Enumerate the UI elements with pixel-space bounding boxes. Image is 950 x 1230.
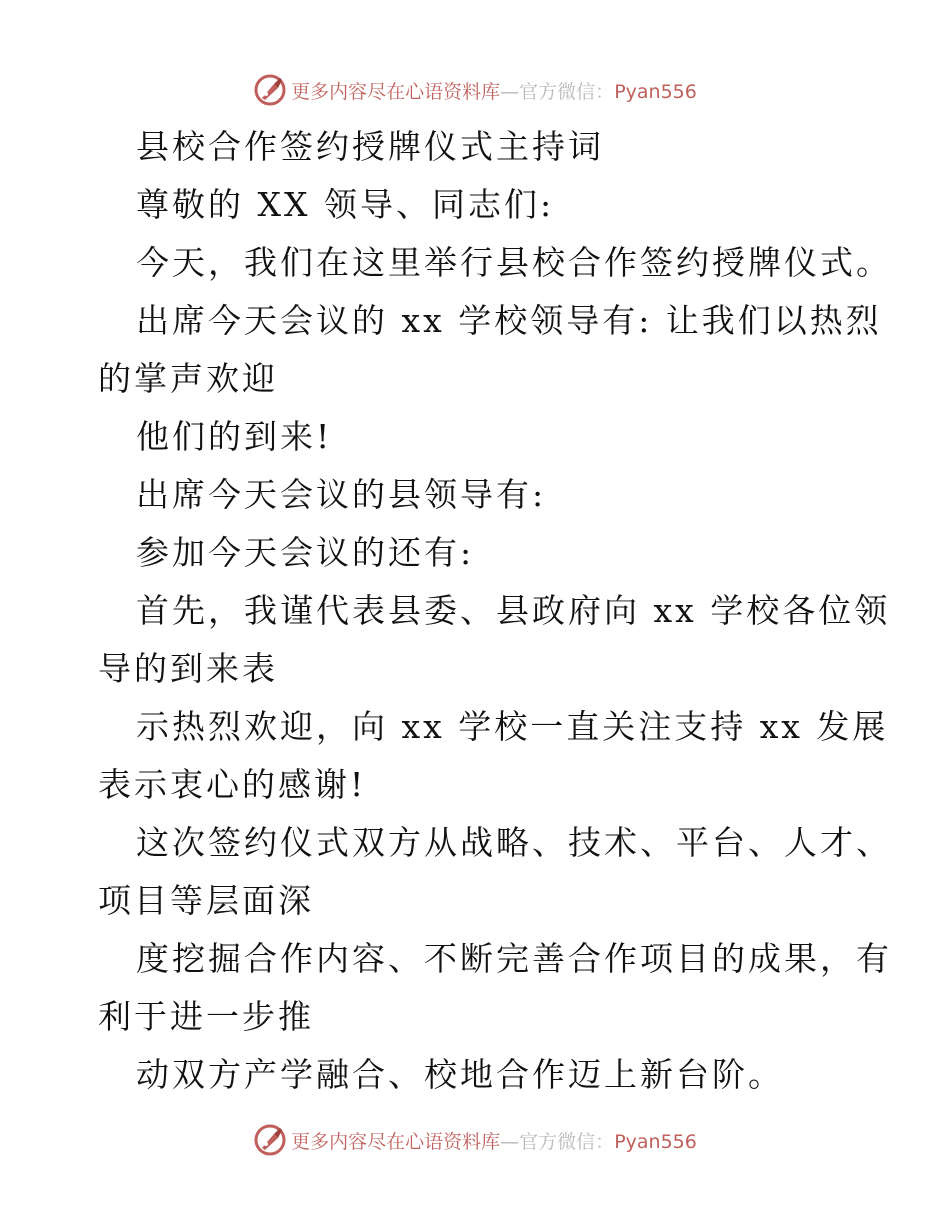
watermark-dash: —: [500, 80, 520, 103]
paragraph-line: 首先，我谨代表县委、县政府向 xx 学校各位领: [136, 591, 891, 630]
paragraph-line: 今天，我们在这里举行县校合作签约授牌仪式。: [136, 243, 892, 282]
watermark-official: 官方微信：: [519, 80, 615, 103]
watermark-official: 官方微信：: [519, 1130, 615, 1153]
paragraph-line: 出席今天会议的县领导有:: [136, 475, 547, 514]
paragraph-line: 他们的到来!: [136, 417, 333, 456]
paragraph-line: 参加今天会议的还有:: [136, 533, 475, 572]
pen-nib-logo-icon: [253, 1123, 287, 1157]
watermark-text: [291, 1127, 697, 1154]
paragraph-line: 示热烈欢迎，向 xx 学校一直关注支持 xx 发展: [136, 707, 889, 746]
paragraph-line: 导的到来表: [98, 649, 278, 688]
paragraph-line: 利于进一步推: [98, 997, 314, 1036]
paragraph-line: 的掌声欢迎: [98, 359, 278, 398]
watermark-id: Pyan556: [614, 80, 697, 103]
pen-nib-logo-icon: [253, 73, 287, 107]
paragraph-line: 动双方产学融合、校地合作迈上新台阶。: [136, 1055, 784, 1094]
watermark-main: 更多内容尽在心语资料库: [291, 80, 501, 103]
paragraph-line: 表示衷心的感谢!: [98, 765, 367, 804]
document-title: 县校合作签约授牌仪式主持词: [136, 127, 604, 166]
paragraph-line: 项目等层面深: [98, 881, 314, 920]
paragraph-line: 度挖掘合作内容、不断完善合作项目的成果，有: [136, 939, 892, 978]
watermark-id: Pyan556: [614, 1130, 697, 1153]
footer-watermark: [0, 1120, 950, 1160]
paragraph-line: 这次签约仪式双方从战略、技术、平台、人才、: [136, 823, 892, 862]
watermark-dash: —: [500, 1130, 520, 1153]
paragraph-line: 出席今天会议的 xx 学校领导有: 让我们以热烈: [136, 301, 882, 340]
document-body: [98, 118, 892, 1104]
watermark-main: 更多内容尽在心语资料库: [291, 1130, 501, 1153]
header-watermark: [0, 70, 950, 110]
salutation: 尊敬的 XX 领导、同志们:: [136, 185, 555, 224]
watermark-text: [291, 77, 697, 104]
